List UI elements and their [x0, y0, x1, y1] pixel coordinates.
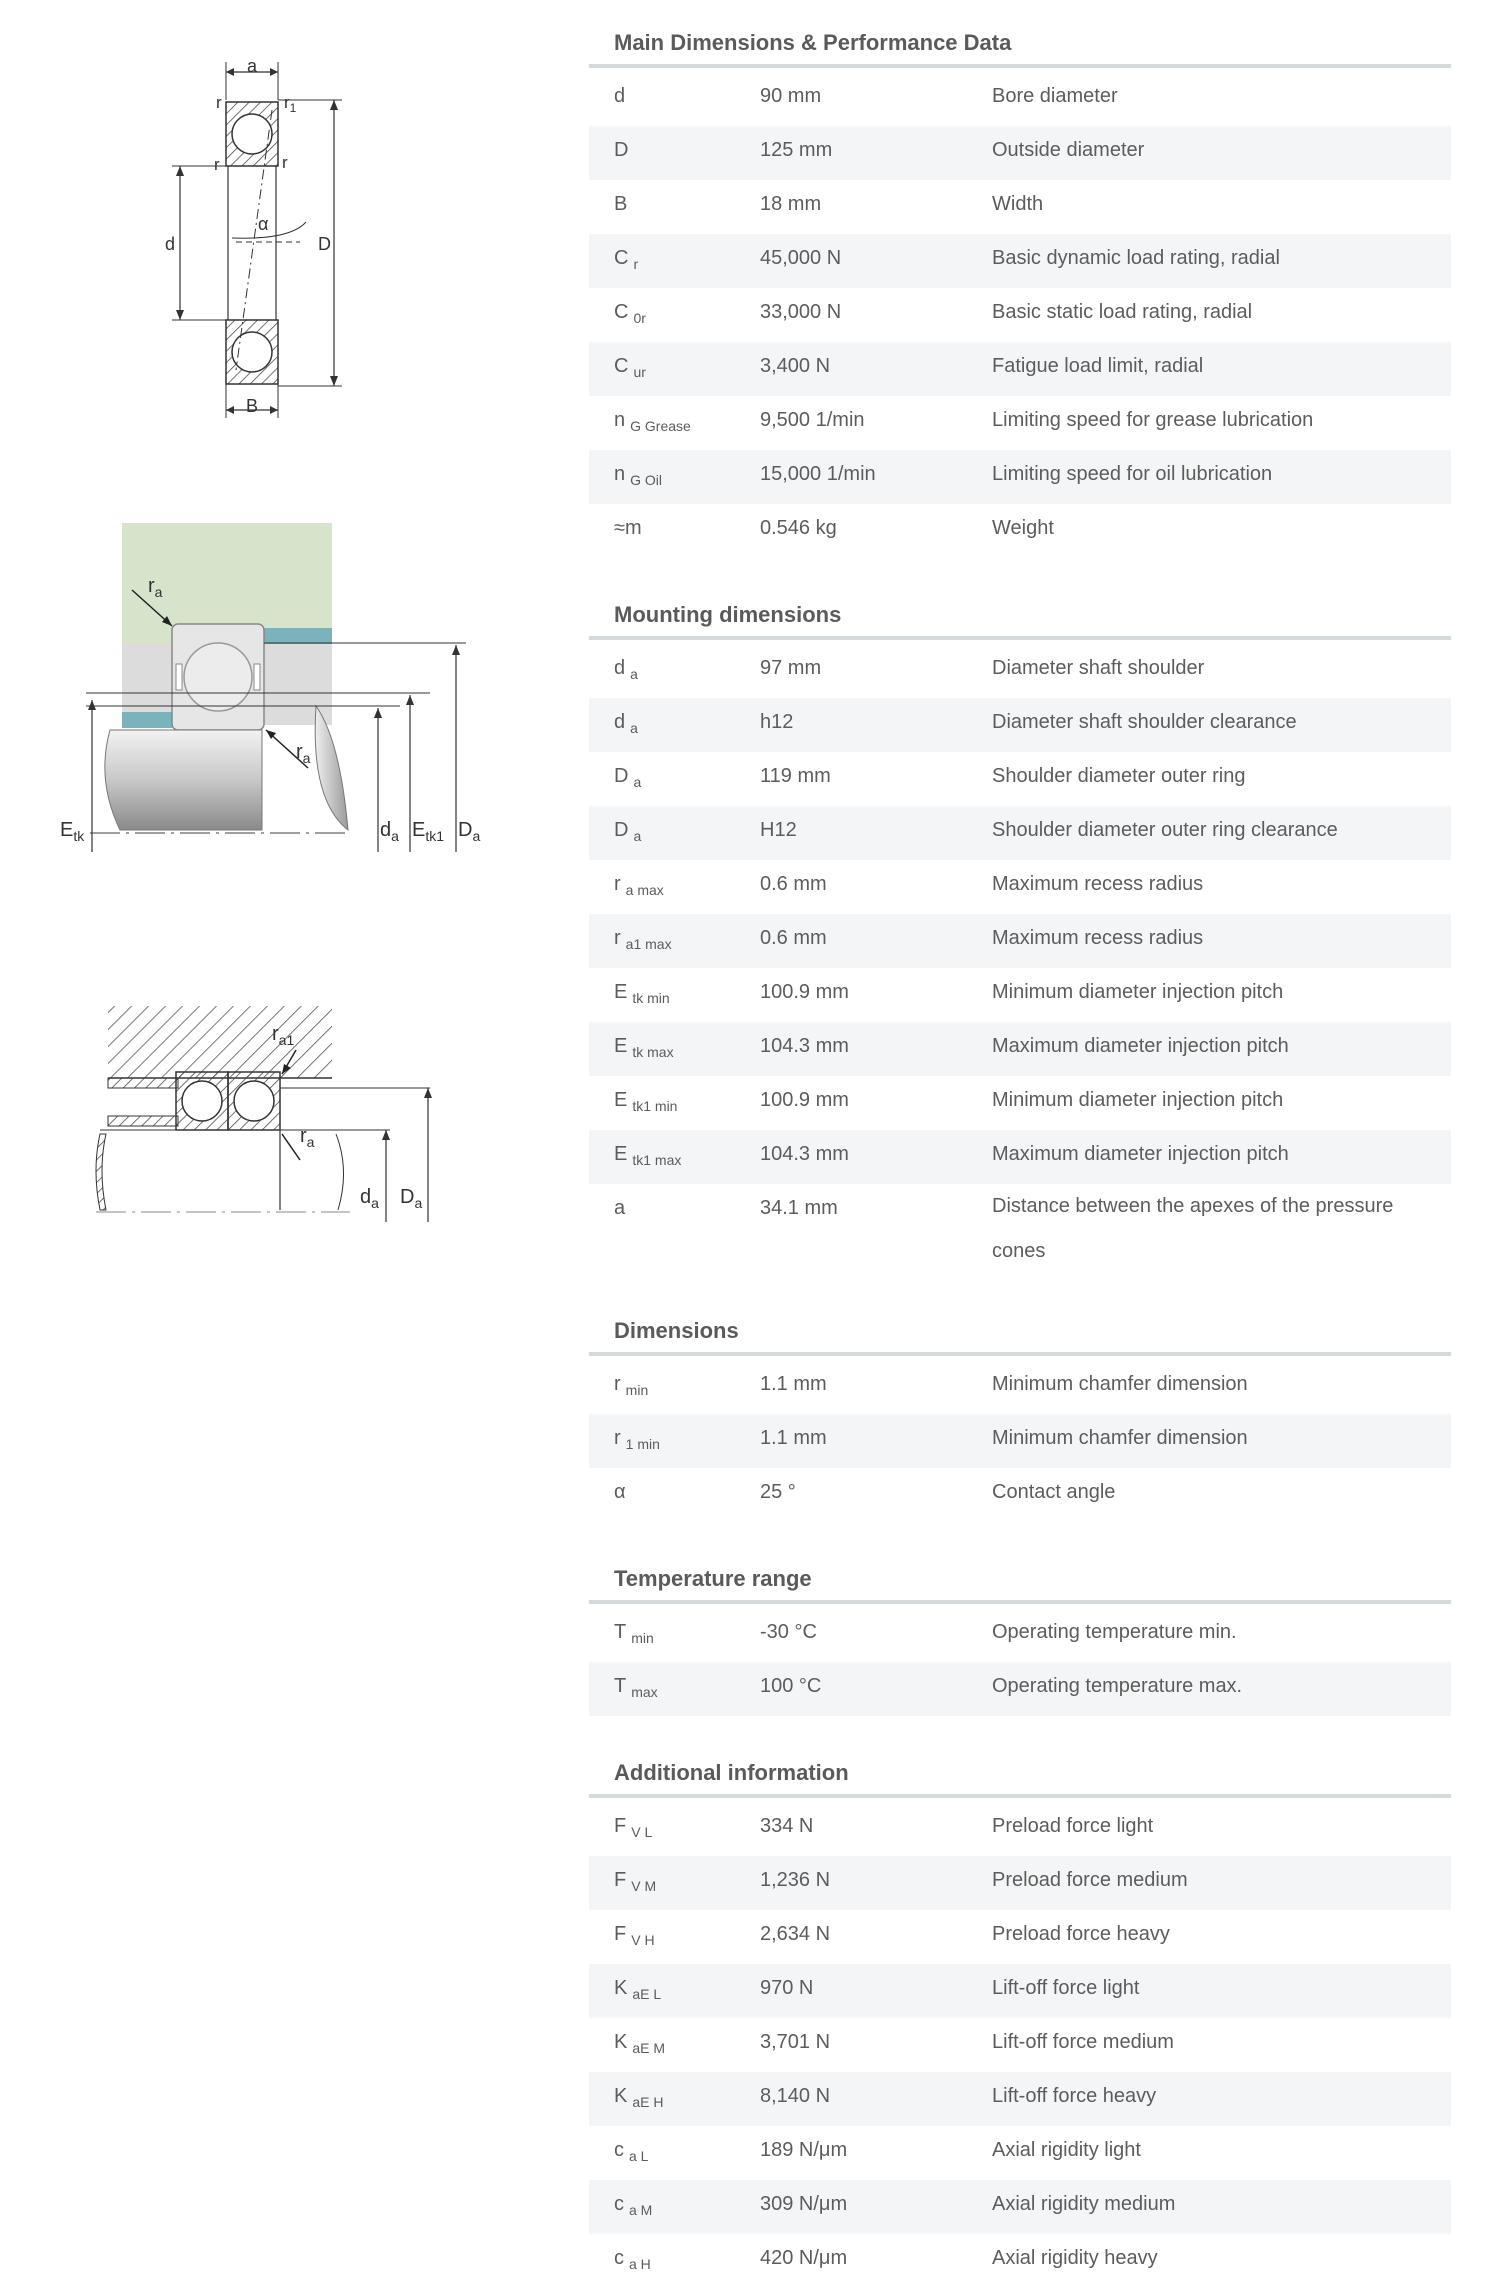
table-row: C $_r$ 45,000 N Basic dynamic load rating, radial — [589, 234, 1451, 288]
table-row: K $_{aE H}$ 8,140 N Lift-off force heavy — [589, 2072, 1451, 2126]
table-row: C $_{0r}$ 33,000 N Basic static load rating, radial — [614, 301, 1253, 326]
label-da: $d_a$ — [360, 1186, 379, 1211]
table-row: T $_{min}$ -30 °C Operating temperature min. — [614, 1621, 1237, 1646]
table-row: r $_{a max}$ 0.6 mm Maximum recess radius — [614, 873, 1204, 898]
label-Etk: $E_{tk}$ — [60, 819, 85, 844]
label-D: D — [318, 234, 331, 254]
mounting-drawing — [60, 523, 480, 852]
label-alpha: α — [258, 214, 269, 234]
table-row: α 25 ° Contact angle — [614, 1481, 1116, 1503]
table-row: K $_{aE M}$ 3,701 N Lift-off force medium — [614, 2031, 1174, 2056]
table-row: a 34.1 mm Distance between the apexes of the pressure cones — [614, 1195, 1394, 1262]
label-da: $d_a$ — [380, 819, 399, 844]
data-tables — [589, 24, 1451, 2288]
table-row: E $_{tk1 max}$ 104.3 mm Maximum diameter injection pitch — [589, 1130, 1451, 1184]
table-row: E $_{tk min}$ 100.9 mm Minimum diameter injection pitch — [614, 981, 1284, 1006]
label-d: d — [165, 234, 176, 254]
section-mounting-dimensions — [589, 596, 1451, 1274]
label-r-left: r — [214, 155, 220, 174]
label-Etk1: $E_{tk1}$ — [412, 819, 445, 844]
label-ra1: $r_{a1}$ — [272, 1023, 295, 1048]
table-row: r $_{1 min}$ 1.1 mm Minimum chamfer dimension — [589, 1414, 1451, 1468]
section-title: Dimensions — [614, 1318, 739, 1343]
bearing-cross-section-drawing — [165, 56, 342, 418]
table-row: E $_{tk max}$ 104.3 mm Maximum diameter injection pitch — [589, 1022, 1451, 1076]
label-r-right: r — [282, 153, 288, 172]
section-title: Additional information — [614, 1760, 849, 1785]
table-row: E $_{tk1 min}$ 100.9 mm Minimum diameter injection pitch — [614, 1089, 1284, 1114]
label-r: r — [216, 93, 222, 112]
table-row: d $_a$ h12 Diameter shaft shoulder clearance — [589, 698, 1451, 752]
label-Da: $D_a$ — [458, 819, 481, 844]
table-row: d $_a$ 97 mm Diameter shaft shoulder — [614, 657, 1205, 682]
table-row: c $_{a M}$ 309 N/μm Axial rigidity medium — [589, 2180, 1451, 2234]
table-row: d 90 mm Bore diameter — [614, 85, 1118, 107]
table-row: n $_{G Grease}$ 9,500 1/min Limiting speed for grease lubrication — [614, 409, 1314, 434]
table-row: D 125 mm Outside diameter — [589, 126, 1451, 180]
table-row: F $_{V H}$ 2,634 N Preload force heavy — [614, 1923, 1170, 1948]
technical-drawings — [0, 0, 590, 1300]
section-main-dimensions — [589, 24, 1451, 558]
label-ra: $r_a$ — [300, 1125, 315, 1150]
table-row: n $_{G Oil}$ 15,000 1/min Limiting speed for oil lubrication — [589, 450, 1451, 504]
table-row: C $_{ur}$ 3,400 N Fatigue load limit, radial — [589, 342, 1451, 396]
table-row: c $_{a L}$ 189 N/μm Axial rigidity light — [614, 2139, 1141, 2164]
section-title: Temperature range — [614, 1566, 812, 1591]
label-a: a — [247, 56, 258, 76]
table-row: ≈m 0.546 kg Weight — [614, 517, 1054, 539]
section-title: Mounting dimensions — [614, 602, 842, 627]
section-temperature-range — [589, 1560, 1451, 1716]
table-row: B 18 mm Width — [614, 193, 1044, 215]
table-row: D $_a$ H12 Shoulder diameter outer ring clearance — [589, 806, 1451, 860]
table-row: c $_{a H}$ 420 N/μm Axial rigidity heavy — [614, 2247, 1158, 2272]
table-row: F $_{V M}$ 1,236 N Preload force medium — [589, 1856, 1451, 1910]
label-B: B — [246, 396, 259, 416]
label-Da: $D_a$ — [400, 1186, 423, 1211]
paired-bearing-drawing — [96, 1006, 432, 1222]
table-row: D $_a$ 119 mm Shoulder diameter outer ring — [614, 765, 1246, 790]
table-row: r $_{min}$ 1.1 mm Minimum chamfer dimension — [614, 1373, 1248, 1398]
label-r1: $r_1$ — [284, 93, 297, 115]
table-row: r $_{a1 max}$ 0.6 mm Maximum recess radius — [589, 914, 1451, 968]
table-row: K $_{aE L}$ 970 N Lift-off force light — [589, 1964, 1451, 2018]
table-row: T $_{max}$ 100 °C Operating temperature max. — [589, 1662, 1451, 1716]
label-ra-top: $r_a$ — [148, 575, 163, 600]
section-additional-information — [589, 1754, 1451, 2288]
label-ra-bottom: $r_a$ — [296, 741, 311, 766]
section-dimensions — [589, 1312, 1451, 1522]
drawings-svg — [0, 0, 590, 1300]
section-title: Main Dimensions & Performance Data — [614, 30, 1012, 55]
table-row: F $_{V L}$ 334 N Preload force light — [614, 1815, 1154, 1840]
